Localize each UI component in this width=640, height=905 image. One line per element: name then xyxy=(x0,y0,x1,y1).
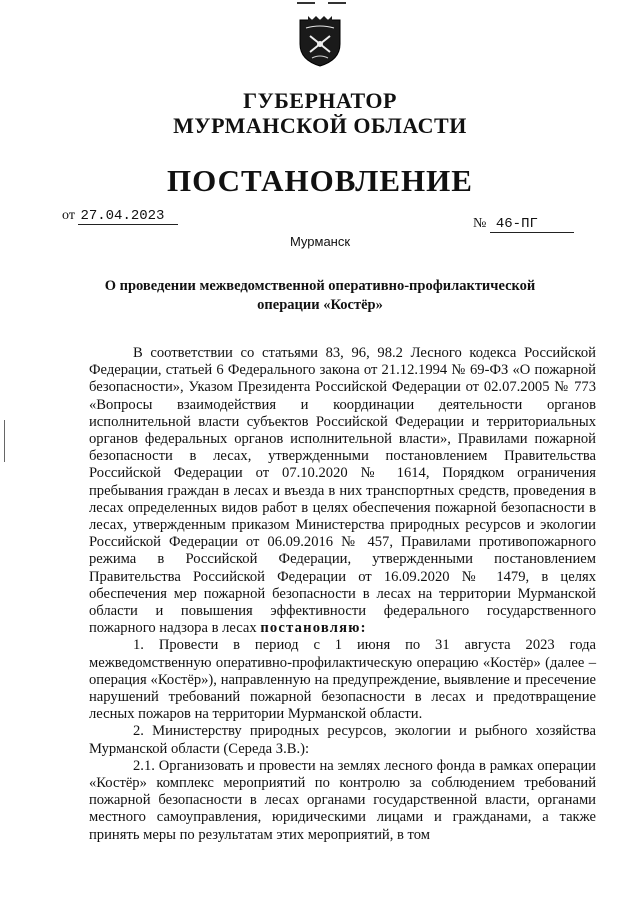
document-type-heading: ПОСТАНОВЛЕНИЕ xyxy=(167,163,473,198)
date-value: 27.04.2023 xyxy=(78,208,178,225)
item-1-paragraph: 1. Провести в период с 1 июня по 31 августа 2023 года межведомственную оперативно-профилактическую операцию «Костёр» (далее – операция «Костёр»), направленную на предупреждение, выявление и пресечение нарушений требований пожарной безопасности в лесах и предотвращение лесных пожаров на территории Мурманской области. xyxy=(89,637,596,723)
date-field xyxy=(62,208,178,224)
number-value: 46-ПГ xyxy=(490,216,574,233)
city-label: Мурманск xyxy=(289,234,351,249)
item-2-1-paragraph: 2.1. Организовать и провести на землях лесного фонда в рамках операции «Костёр» комплекс мероприятий по контролю за соблюдением требований пожарной безопасности в лесах органами государственной власти, органами местного самоуправления, юридическими лицами и гражданами, а также принять меры по результатам этих мероприятий, в том xyxy=(89,757,596,843)
decree-keyword: постановляю: xyxy=(260,620,367,637)
governor-heading-line2: МУРМАНСКОЙ ОБЛАСТИ xyxy=(173,113,467,138)
preamble-paragraph xyxy=(89,345,596,637)
governor-heading-line1: ГУБЕРНАТОР xyxy=(243,88,397,113)
document-body xyxy=(89,345,596,844)
preamble-text: В соответствии со статьями 83, 96, 98.2 Лесного кодекса Российской Федерации, статьей 6 Федерального закона от 21.12.1994 № 69-ФЗ «О пожарной безопасности», Указом Президента Российской Федерации от 02.07.2005 № 773 «Вопросы взаимодействия и координации деятельности органов исполнительной власти субъектов Российской Федерации и территориальных органов федеральных органов исполнительной власти», Правилами пожарной безопасности в лесах, утвержденными постановлением Правительства Российской Федерации от 07.10.2020 № 1614, Порядком ограничения пребывания граждан в лесах и въезда в них транспортных средств, проведения в лесах определенных видов работ в целях обеспечения пожарной безопасности в лесах, утвержденным приказом Министерства природных ресурсов и экологии Российской Федерации от 06.09.2016 № 457, Правилами противопожарного режима в Российской Федерации, утвержденными постановлением Правительства Российской Федерации от 16.09.2020 № 1479, в целях обеспечения мер пожарной безопасности в лесах на территории Мурманской области и повышения эффективности федерального государственного пожарного надзора в лесах xyxy=(89,345,596,637)
number-field xyxy=(473,216,574,232)
top-scan-line-right xyxy=(328,2,346,4)
document-title: О проведении межведомственной оперативно-профилактической операции «Костёр» xyxy=(104,278,536,313)
coat-of-arms-icon xyxy=(298,14,342,68)
item-2-paragraph: 2. Министерству природных ресурсов, экологии и рыбного хозяйства Мурманской области (Середа З.В.): xyxy=(89,723,596,757)
top-scan-line-left xyxy=(297,2,315,4)
date-prefix: от xyxy=(62,208,75,223)
number-prefix: № xyxy=(473,216,487,231)
margin-scan-mark xyxy=(4,420,5,462)
